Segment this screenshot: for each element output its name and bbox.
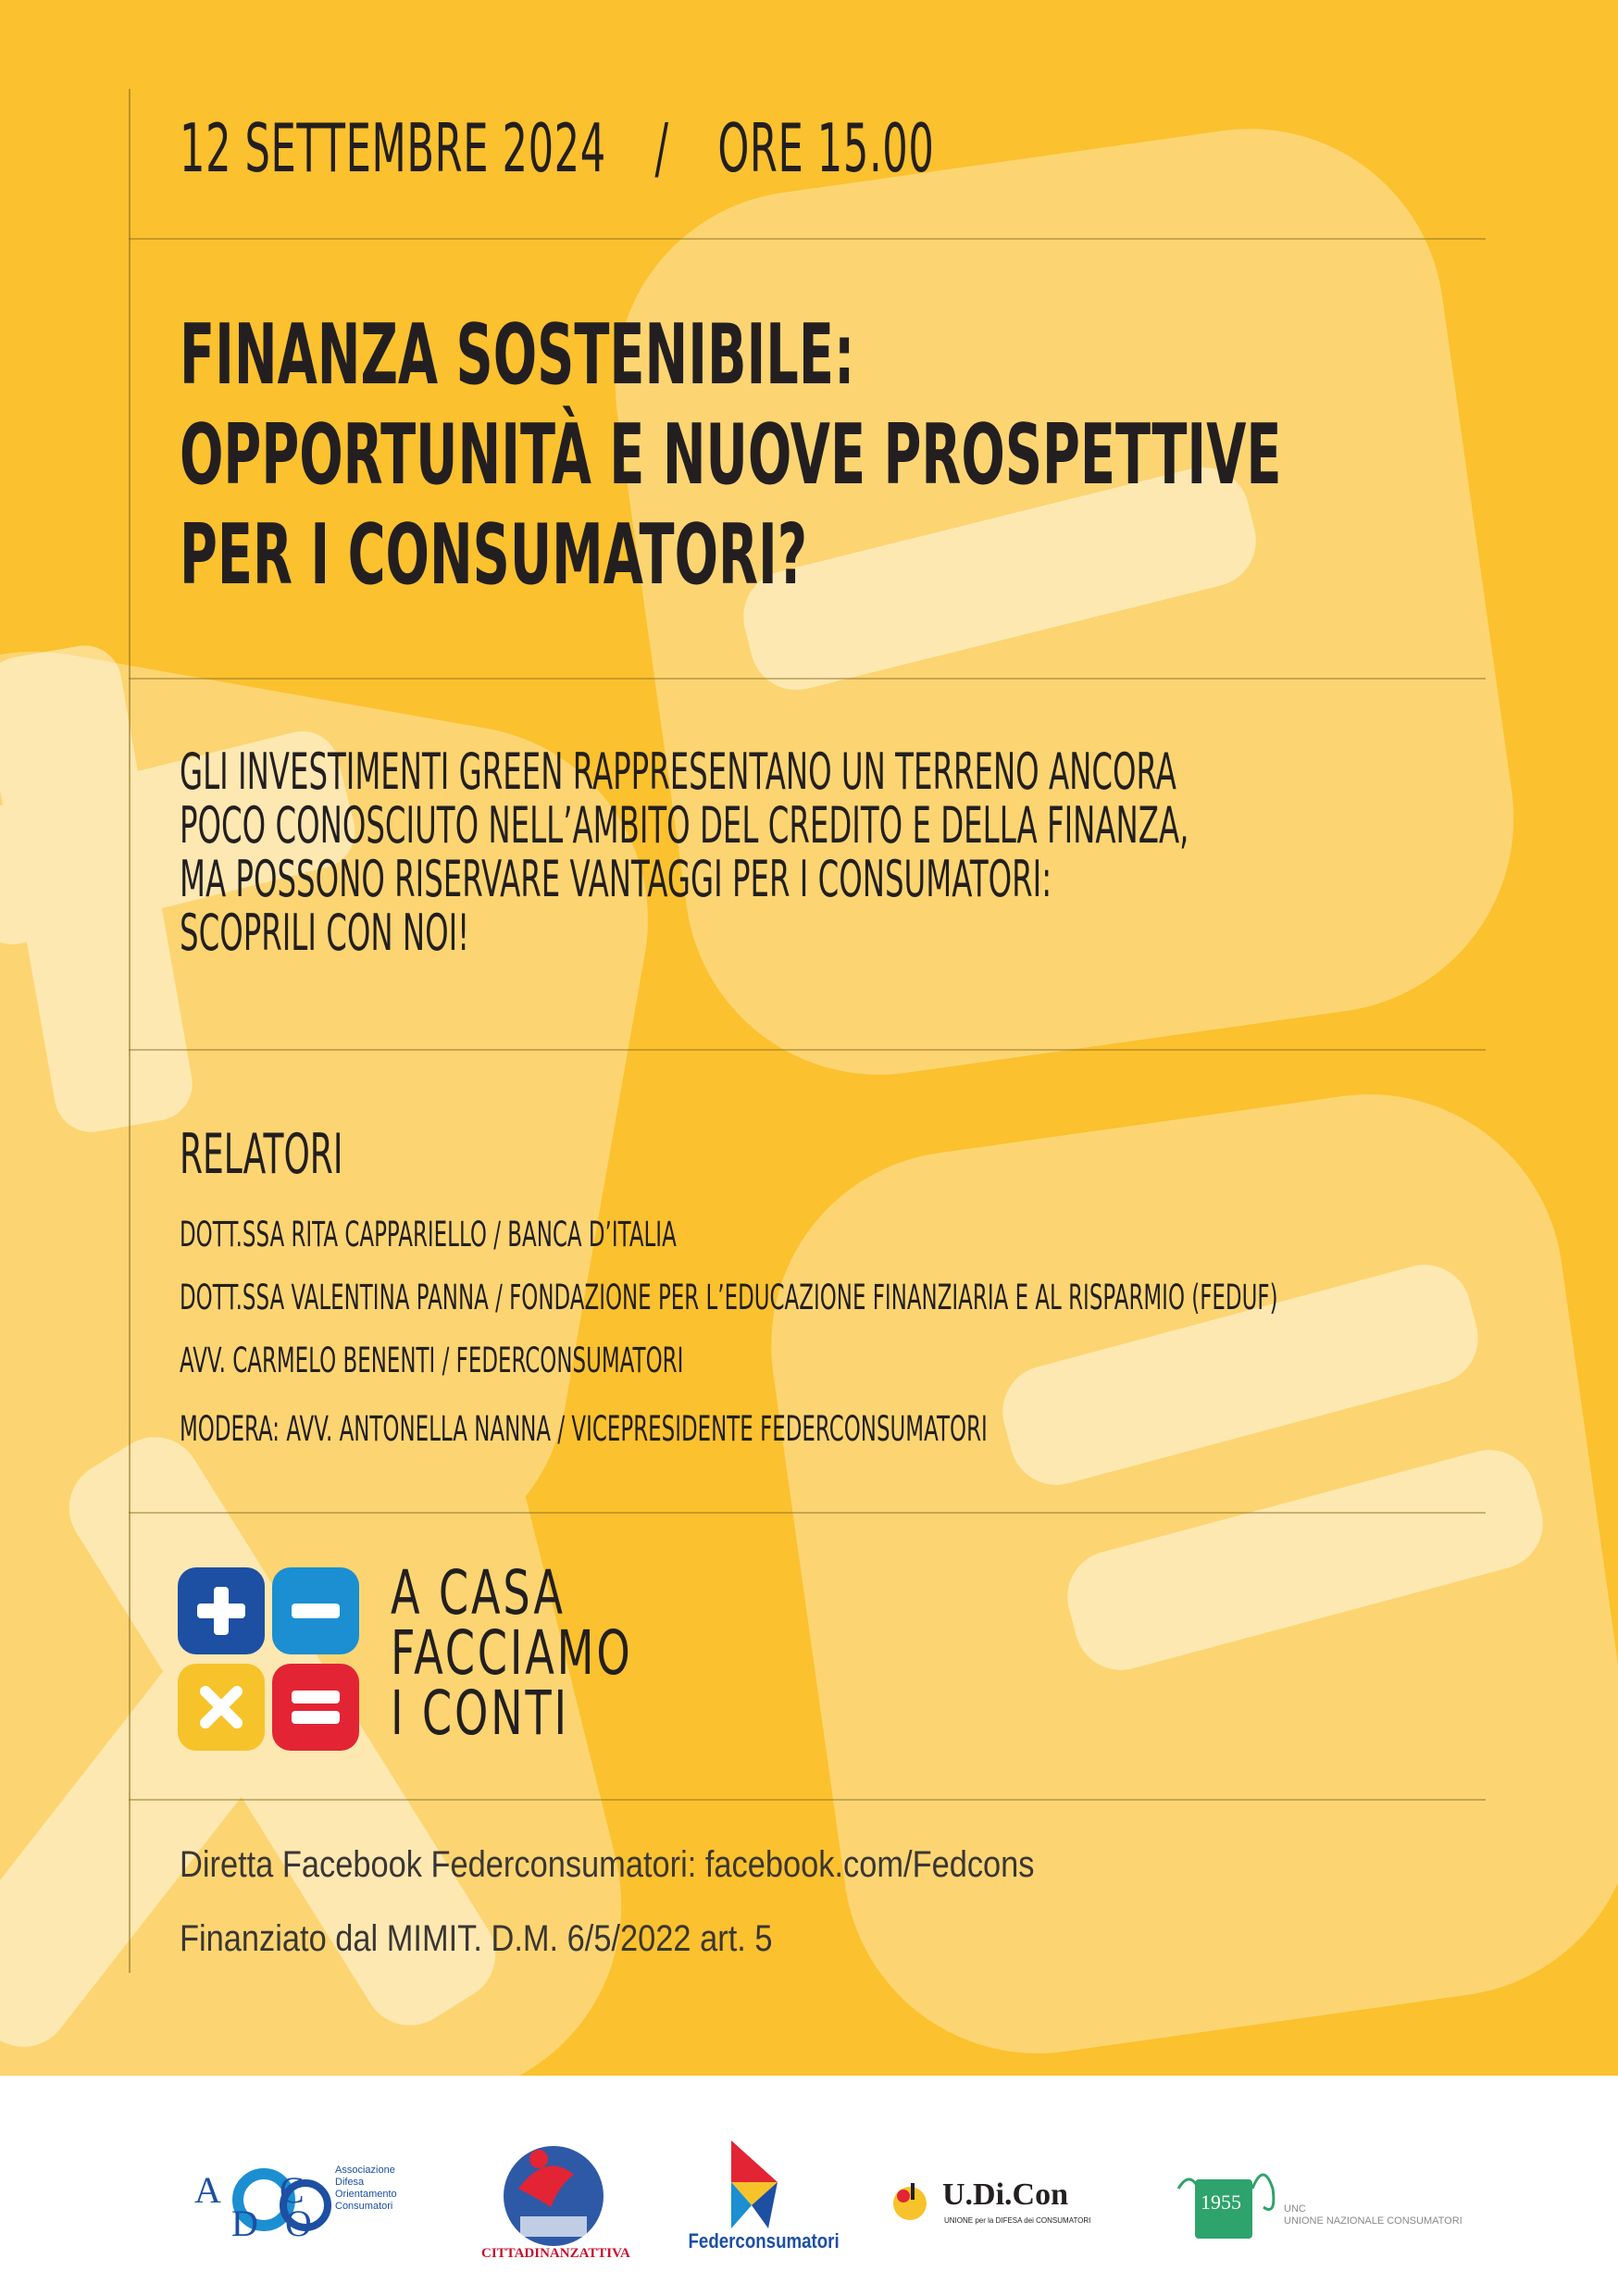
speaker-item: DOTT.SSA RITA CAPPARIELLO / BANCA D’ITALIA	[180, 1215, 677, 1254]
title-line: FINANZA SOSTENIBILE:	[180, 306, 855, 404]
adoc-letter: D	[231, 2202, 258, 2244]
title-line: PER I CONSUMATORI?	[180, 506, 808, 604]
intro-line: POCO CONOSCIUTO NELL’AMBITO DEL CREDITO E DELLA FINANZA,	[180, 796, 1189, 855]
udicon-logo	[889, 2179, 1120, 2253]
divider	[129, 238, 1486, 240]
cittadinanzattiva-logo	[481, 2133, 630, 2272]
udicon-name: U.Di.Con	[942, 2177, 1069, 2212]
campaign-logo	[178, 1567, 359, 1751]
event-separator: /	[654, 109, 669, 187]
campaign-line: FACCIAMO	[391, 1617, 633, 1689]
adoc-line: Orientamento	[335, 2189, 397, 2200]
plus-tile	[178, 1567, 265, 1654]
divider	[129, 1049, 1486, 1051]
campaign-name	[391, 1557, 633, 1749]
equals-icon	[288, 1679, 343, 1735]
unc-abbr: UNC	[1284, 2203, 1306, 2215]
times-tile	[178, 1664, 265, 1751]
page-title	[180, 306, 1281, 605]
intro-line: MA POSSONO RISERVARE VANTAGGI PER I CONSUMATORI:	[180, 850, 1052, 908]
event-date-time	[180, 109, 934, 187]
udicon-tagline: UNIONE per la DIFESA dei CONSUMATORI	[944, 2216, 1091, 2225]
left-vertical-rule	[129, 89, 131, 1973]
moderator-item: MODERA: AVV. ANTONELLA NANNA / VICEPRESIDENTE FEDERCONSUMATORI	[180, 1409, 988, 1449]
adoc-letter: A	[194, 2169, 221, 2211]
unc-name: UNIONE NAZIONALE CONSUMATORI	[1284, 2215, 1462, 2227]
intro-text	[180, 742, 1189, 962]
adoc-letter: C	[280, 2169, 305, 2211]
adoc-line: Associazione	[335, 2165, 395, 2176]
divider	[129, 678, 1486, 680]
adoc-line: Difesa	[335, 2177, 365, 2188]
divider	[129, 1799, 1486, 1801]
event-date: 12 SETTEMBRE 2024	[180, 109, 606, 187]
adoc-logo	[194, 2161, 426, 2253]
intro-line: GLI INVESTIMENTI GREEN RAPPRESENTANO UN TERRENO ANCORA	[180, 742, 1176, 801]
cittadinanzattiva-mark	[481, 2133, 620, 2253]
speaker-item: AVV. CARMELO BENENTI / FEDERCONSUMATORI	[180, 1341, 684, 1380]
speaker-item: DOTT.SSA VALENTINA PANNA / FONDAZIONE PER L’EDUCAZIONE FINANZIARIA E AL RISPARMIO (FEDUF)	[180, 1278, 1278, 1317]
intro-line: SCOPRILI CON NOI!	[180, 904, 470, 962]
campaign-line: A CASA	[391, 1557, 566, 1628]
sponsor-logos	[0, 2076, 1618, 2296]
adoc-letter: O	[285, 2202, 312, 2244]
event-time: ORE 15.00	[717, 109, 935, 187]
minus-tile	[272, 1567, 359, 1654]
divider	[129, 1512, 1486, 1514]
unc-logo	[1171, 2152, 1523, 2253]
cittadinanzattiva-label: CITTADINANZATTIVA	[481, 2246, 630, 2261]
federconsumatori-mark	[676, 2140, 842, 2233]
udicon-mark	[889, 2179, 931, 2222]
facebook-live-info: Diretta Facebook Federconsumatori: facebook.com/Fedcons	[180, 1844, 1035, 1885]
title-line: OPPORTUNITÀ E NUOVE PROSPETTIVE	[180, 406, 1282, 504]
speakers-heading: RELATORI	[180, 1122, 343, 1187]
federconsumatori-logo	[676, 2140, 842, 2279]
minus-icon	[288, 1583, 343, 1639]
adoc-line: Consumatori	[335, 2201, 393, 2212]
plus-icon	[193, 1583, 249, 1639]
times-icon	[198, 1684, 244, 1730]
campaign-line: I CONTI	[391, 1678, 569, 1749]
funding-info: Finanziato dal MIMIT. D.M. 6/5/2022 art. 5	[180, 1918, 773, 1959]
unc-year: 1955	[1201, 2190, 1241, 2214]
equals-tile	[272, 1664, 359, 1751]
federconsumatori-label: Federconsumatori	[688, 2229, 840, 2252]
